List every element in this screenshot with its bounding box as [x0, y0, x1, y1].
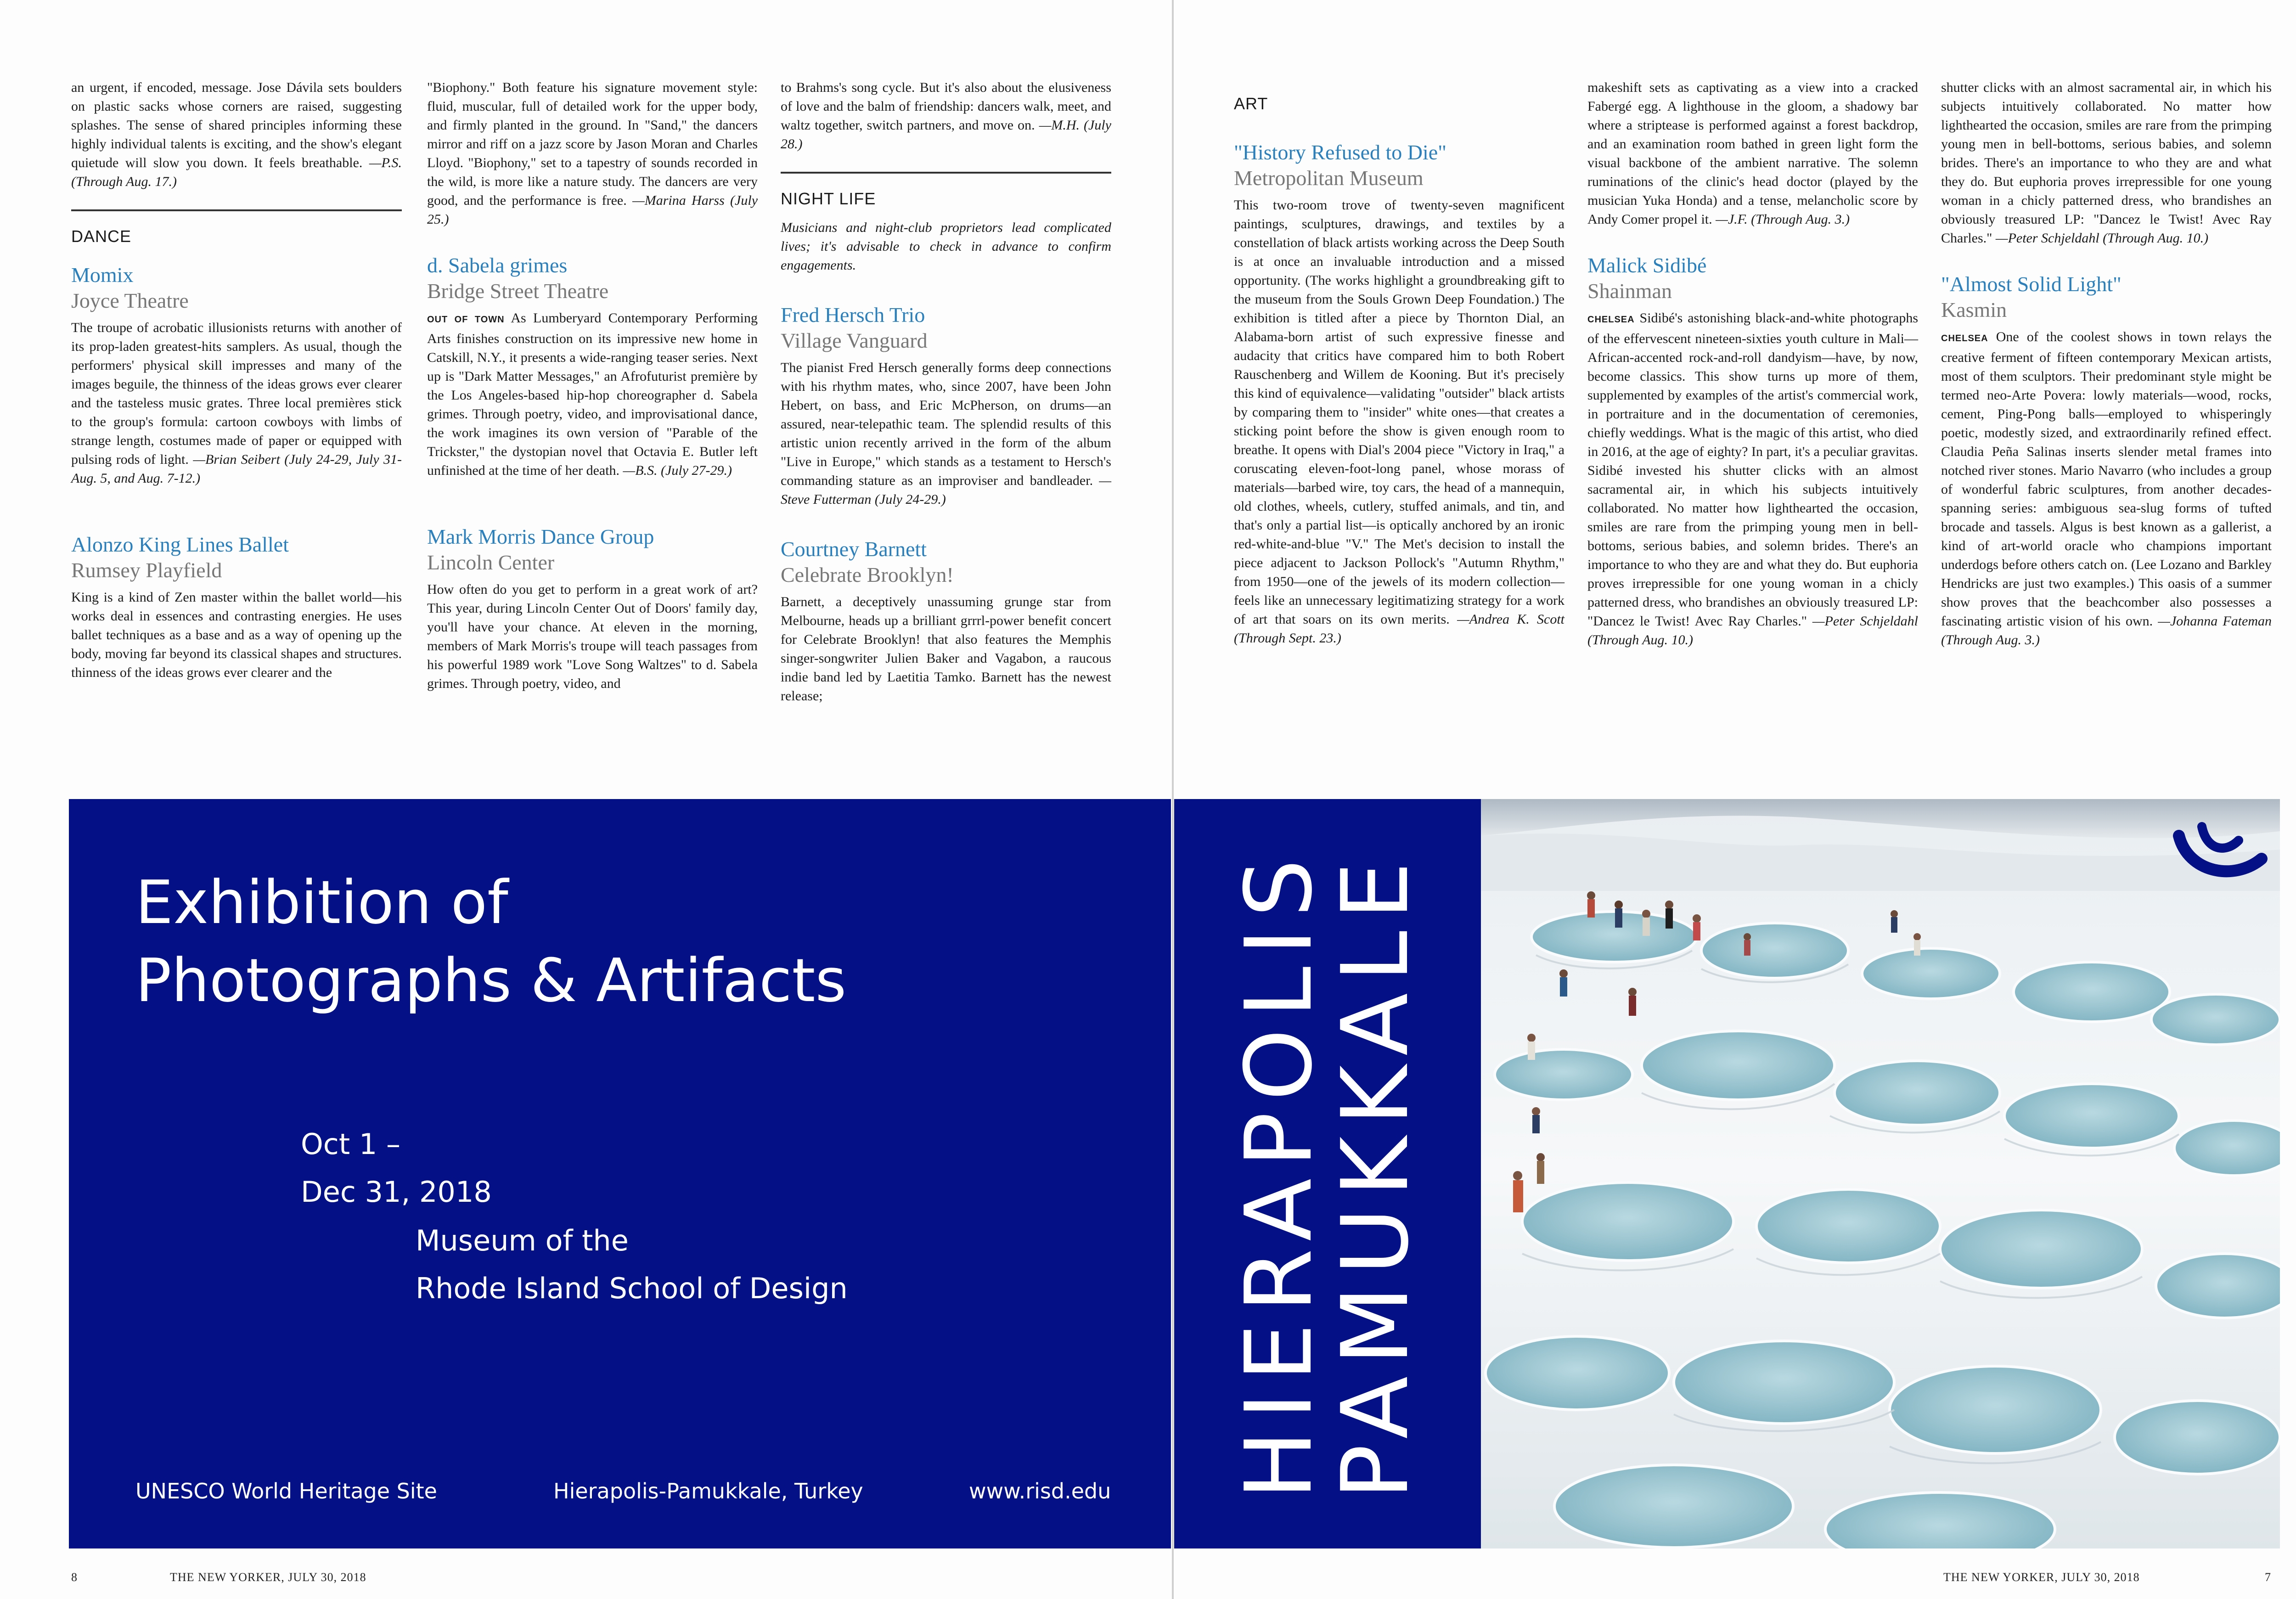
- entry-venue: Shainman: [1587, 279, 1672, 303]
- byline: —Johanna Fateman (Through Aug. 3.): [1941, 614, 2272, 647]
- section-divider: [781, 172, 1111, 174]
- ad-footer-site: UNESCO World Heritage Site: [135, 1479, 437, 1503]
- section-divider: [71, 209, 402, 211]
- entry-title: "Almost Solid Light": [1941, 272, 2122, 296]
- folio-title: THE NEW YORKER, JULY 30, 2018: [1943, 1571, 2140, 1584]
- left-column-1: [71, 78, 402, 682]
- entry-venue: Lincoln Center: [427, 551, 555, 574]
- ad-venue-line-2: Rhode Island School of Design: [416, 1272, 848, 1305]
- entry-venue: Kasmin: [1941, 298, 2007, 321]
- vertical-title-clip: [1174, 799, 1481, 1548]
- paragraph: [1941, 78, 2272, 248]
- folio-title: THE NEW YORKER, JULY 30, 2018: [170, 1571, 366, 1584]
- entry-text: The troupe of acrobatic illusionists returns with another of its prop-laden greatest-hits samplers. As usual, though the performers' physical skill impresses and many of the images beguile, the thinness of the ideas grows ever clearer and the tasteless music grates. Three local premières stick to the group's formula: cartoon cowboys with limbs of strange length, costumes made of paper or equipped with pulsing rods of light.: [71, 320, 402, 467]
- paragraph-text: shutter clicks with an almost sacramental air, in which his subjects intuitively collaborated. No matter how lighthearted the occasion, smiles are rare from the primping young men in bell-bottoms, serious babies, and solemn brides. There's an importance to who they are and what they do. But euphoria proves irrepressible for one young woman in a chicly patterned dress, who brandishes an obviously treasured LP: "Dancez le Twist! Avec Ray Charles.": [1941, 80, 2272, 246]
- right-column-1: [1234, 94, 1564, 647]
- page-number: 8: [71, 1571, 78, 1584]
- entry-text: As Lumberyard Contemporary Performing Arts finishes construction on its impressive new home in Catskill, N.Y., it presents a wide-ranging teaser series. Next up is "Dark Matter Messages," an Afrofuturist première by the Los Angeles-based hip-hop choreographer d. Sabela grimes. Through poetry, video, and improvisational dance, the work imagines its own version of "Parable of the Trickster," the dystopian novel that Octavia E. Butler left unfinished at the time of her death.: [427, 310, 758, 478]
- entry-title: "History Refused to Die": [1234, 141, 1446, 164]
- vertical-title-line-2: PAMUKKALE: [1322, 850, 1429, 1500]
- paragraph: [1587, 78, 1918, 229]
- page-number: 7: [2265, 1571, 2271, 1584]
- byline: —B.S. (July 27-29.): [623, 463, 732, 478]
- pamukkale-terraces-photo: [1481, 799, 2280, 1548]
- ad-footer-website[interactable]: www.risd.edu: [969, 1479, 1111, 1503]
- byline: —Peter Schjeldahl (Through Aug. 10.): [1995, 231, 2209, 246]
- entry-body: [71, 318, 402, 488]
- entry-venue: Bridge Street Theatre: [427, 279, 609, 303]
- paragraph: [427, 78, 758, 229]
- entry-text: King is a kind of Zen master within the ballet world—his works deal in essences and contrasting energies. He uses ballet techniques as a base and as a way of opening up the body, moving far beyond its classical shapes and structures. thinness of the ideas grows ever clearer and the: [71, 590, 402, 680]
- ad-dates-line-1: Oct 1 –: [301, 1127, 401, 1161]
- entry-body: [71, 588, 402, 682]
- entry-text: The pianist Fred Hersch generally forms deep connections with his rhythm mates, who, since 2007, have been John Hebert, on bass, and Eric McPherson, on drums—an assured, near-telepathic team. The splendid results of this artistic union recently arrived in the form of the album "Live in Europe," which stands as a testament to Hersch's commanding stature as an improviser and bandleader.: [781, 360, 1111, 488]
- byline: —Peter Schjeldahl (Through Aug. 10.): [1587, 614, 1919, 647]
- ad-headline-line-1: Exhibition of: [135, 867, 508, 937]
- entry-text: One of the coolest shows in town relays the creative ferment of fifteen contemporary Mexican artists, most of them sculptors. Their predominant style might be termed neo-Arte Povera: lowly materials—wood, rocks, cement, Ping-Pong balls—employed to whisperingly poetic, modestly sized, and extraordinarily refined effect. Claudia Peña Salinas inserts slender metal frames into notched river stones. Mario Navarro (who includes a group of wonderful fabric sculptures, from another decades-spanning series: ambiguous sea-slug forms of tufted brocade and tassels. Algus is best known as a gallerist, a kind of art-world oracle who champions important underdogs before others catch on. (Lee Lozano and Barkley Hendricks are just two examples.) This oasis of a summer show proves that the beachcomber also possesses a fascinating artistic vision of his own.: [1941, 329, 2272, 629]
- byline: —Steve Futterman (July 24-29.): [781, 473, 1112, 507]
- entry-title: Mark Morris Dance Group: [427, 525, 654, 548]
- section-label: DANCE: [71, 227, 132, 246]
- entry-venue: Village Vanguard: [781, 329, 928, 352]
- byline: —J.F. (Through Aug. 3.): [1716, 212, 1850, 227]
- kicker: OUT OF TOWN: [427, 315, 505, 325]
- entry-body: [427, 580, 758, 693]
- entry-body: [781, 592, 1111, 705]
- entry-title: Momix: [71, 263, 134, 287]
- kicker: CHELSEA: [1587, 315, 1635, 325]
- ad-headline: [135, 863, 846, 1019]
- ad-dates: [301, 1120, 492, 1216]
- gutter-fold: [1172, 0, 1174, 1599]
- left-column-2: [427, 78, 758, 693]
- entry-text: How often do you get to perform in a great work of art? This year, during Lincoln Center Out of Doors' family day, you'll have your chance. At eleven in the morning, members of Mark Morris's troupe will teach passages from his powerful 1989 work "Love Song Waltzes" to d. Sabela grimes. Through poetry, video, and: [427, 582, 758, 691]
- entry-text: Barnett, a deceptively unassuming grunge star from Melbourne, heads up a brilliant grrrl-power benefit concert for Celebrate Brooklyn! that also features the Memphis singer-songwriter Julien Baker and Vagabon, a raucous indie band led by Laetitia Tamko. Barnett has the newest release;: [781, 594, 1111, 704]
- right-column-2: [1587, 78, 1918, 649]
- paragraph: [71, 78, 402, 191]
- byline: —P.S. (Through Aug. 17.): [71, 155, 402, 189]
- entry-title: Courtney Barnett: [781, 537, 927, 561]
- ad-headline-line-2: Photographs & Artifacts: [135, 946, 847, 1015]
- entry-body: [1941, 327, 2272, 649]
- byline: —M.H. (July 28.): [781, 118, 1112, 152]
- entry-body: [781, 358, 1111, 509]
- entry-text: Sidibé's astonishing black-and-white photographs of the effervescent nineteen-sixties youth culture in Mali—African-accented rock-and-roll dandyism—have, by now, become classics. This show turns up more of them, supplemented by examples of the artist's commercial work, in portraiture and in the documentation of ceremonies, chiefly weddings. What is the magic of this artist, who died in 2016, at the age of eighty? In part, it's a peculiar gravitas. Sidibé invested his shutter clicks with an almost sacramental air, in which his subjects intuitively collaborated. No matter how lighthearted the occasion, smiles are rare from the primping young men in bell-bottoms, serious babies, and solemn brides. There's an importance to who they are and what they do. But euphoria proves irrepressible for one young woman in a chicly patterned dress, who brandishes an obviously treasured LP: "Dancez le Twist! Avec Ray Charles.": [1587, 310, 1919, 629]
- byline: —Brian Seibert (July 24-29, July 31-Aug. 5, and Aug. 7-12.): [71, 452, 402, 486]
- entry-text: This two-room trove of twenty-seven magnificent paintings, sculptures, drawings, and textiles by a constellation of black artists working across the Deep South is at once an invaluable introduction and a missed opportunity. (The works highlight a groundbreaking gift to the museum from the Souls Grown Deep Foundation.) The exhibition is titled after a piece by Thornton Dial, an Alabama-born artist of such expressive finesse and audacity that critics have compared him to both Robert Rauschenberg and Willem de Kooning. But it's precisely this kind of equivalence—validating "outsider" black artists by comparing them to "insider" white ones—that creates a sticking point before the show is given enough room to breathe. It opens with Dial's 2004 piece "Victory in Iraq," a coruscating eleven-foot-long panel, whose morass of materials—barbed wire, toy cars, the head of a mannequin, old clothes, wheels, cutlery, stuffed animals, and tin, and that's only a partial list—is optically anchored by an ironic red-white-and-blue "V." The Met's decision to install the piece adjacent to Jackson Pollock's "Autumn Rhythm," from 1950—one of the jewels of its modern collection—feels like an unnecessary legitimatizing strategy for a work of art that soars on its own merits.: [1234, 197, 1564, 627]
- paragraph-text: makeshift sets as captivating as a view into a cracked Fabergé egg. A lighthouse in the gloom, a shadowy bar where a striptease is performed against a forest backdrop, and an examination room bathed in green light form the visual backbone of the ambient narrative. The solemn ruminations of the clinic's head doctor (played by the musician Yuka Honda) and a tense, melancholic score by Andy Comer propel it.: [1587, 80, 1918, 227]
- entry-body: [427, 309, 758, 480]
- vertical-title: [1226, 848, 1429, 1500]
- byline: —Marina Harss (July 25.): [427, 193, 758, 227]
- section-label: NIGHT LIFE: [781, 189, 876, 208]
- paragraph-text: an urgent, if encoded, message. Jose Dávila sets boulders on plastic sacks whose corners are raised, suggesting splashes. The sense of shared principles informing these highly individual talents is exciting, and the show's elegant quietude will slow you down. It feels breathable.: [71, 80, 402, 170]
- ad-venue-line-1: Museum of the: [416, 1224, 629, 1257]
- section-label: ART: [1234, 94, 1268, 113]
- entry-body: [1234, 196, 1564, 647]
- ad-footer-location: Hierapolis-Pamukkale, Turkey: [553, 1479, 863, 1503]
- vertical-title-line-1: HIERAPOLIS: [1226, 848, 1333, 1500]
- entry-venue: Celebrate Brooklyn!: [781, 563, 954, 586]
- right-column-3: [1941, 78, 2272, 649]
- kicker: CHELSEA: [1941, 333, 1988, 343]
- ad-dates-line-2: Dec 31, 2018: [301, 1175, 492, 1209]
- entry-venue: Joyce Theatre: [71, 289, 189, 312]
- paragraph: [781, 78, 1111, 153]
- left-column-3: [781, 78, 1111, 705]
- entry-title: d. Sabela grimes: [427, 253, 568, 277]
- entry-title: Malick Sidibé: [1587, 253, 1707, 277]
- section-note: Musicians and night-club proprietors lead complicated lives; it's advisable to check in advance to confirm engagements.: [781, 220, 1111, 273]
- entry-venue: Metropolitan Museum: [1234, 166, 1424, 190]
- entry-title: Alonzo King Lines Ballet: [71, 533, 289, 556]
- entry-body: [1587, 309, 1918, 649]
- paragraph-text: to Brahms's song cycle. But it's also about the elusiveness of love and the balm of friendship: dancers walk, meet, and waltz together, switch partners, and move on.: [781, 80, 1111, 133]
- byline: —Andrea K. Scott (Through Sept. 23.): [1234, 612, 1565, 646]
- entry-venue: Rumsey Playfield: [71, 558, 222, 582]
- paragraph-text: "Biophony." Both feature his signature movement style: fluid, muscular, full of detailed work for the upper body, and firmly planted in the ground. In "Sand," the dancers mirror and riff on a jazz score by Jason Moran and Charles Lloyd. "Biophony," set to a tapestry of sounds recorded in the wild, is more like a nature study. The dancers are very good, and the performance is free.: [427, 80, 758, 208]
- entry-title: Fred Hersch Trio: [781, 303, 925, 327]
- ad-venue: [416, 1217, 848, 1312]
- exhibition-ad-panel: [69, 799, 1171, 1548]
